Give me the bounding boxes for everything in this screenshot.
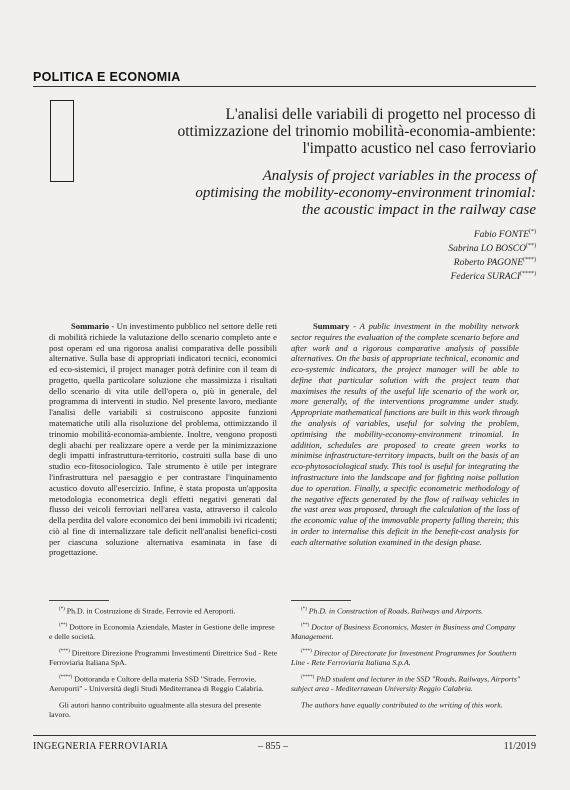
footnote: (**) Dottore in Economia Aziendale, Master in Gestione delle imprese e delle società. (49, 622, 275, 642)
section-heading: POLITICA E ECONOMIA (33, 70, 181, 84)
author: Roberto PAGONE(***) (453, 257, 536, 269)
footnote: (**) Doctor of Business Economics, Master in Business and Company Management. (291, 622, 516, 642)
footnotes-english (291, 605, 521, 715)
footnote-rule (49, 600, 109, 601)
footer-rule (33, 735, 536, 736)
header-rule (33, 86, 536, 87)
footnote: (*) Ph.D. in Costruzione di Strade, Ferrovie ed Aeroporti. (59, 606, 236, 616)
footnote: (***) Direttore Direzione Programmi Investimenti Direttrice Sud - Rete Ferroviaria Italiana SpA. (49, 648, 278, 668)
footnote: Gli autori hanno contribuito ugualmente alla stesura del presente lavoro. (49, 700, 261, 719)
summary-italian (49, 321, 277, 558)
footnotes-italian (49, 605, 279, 724)
summary-lead: Sommario (71, 321, 110, 331)
footnote: (*) Ph.D. in Construction of Roads, Railways and Airports. (301, 606, 484, 616)
journal-name: INGEGNERIA FERROVIARIA (33, 741, 169, 752)
footnote: (****) PhD student and lecturer in the SSD "Roads, Railways, Airports" subject area - Mediterranean University Reggio Calabria. (291, 674, 521, 693)
author: Fabio FONTE(*) (473, 229, 536, 241)
summary-english (291, 321, 519, 547)
author: Federica SURACI(****) (450, 271, 536, 283)
summary-lead: Summary (313, 321, 350, 331)
footnote: (***) Director of Directorate for Investment Programmes for Southern Line - Rete Ferroviaria Italiana S.p.A. (291, 648, 517, 668)
page-number: – 855 – (258, 741, 288, 752)
issue-date: 11/2019 (503, 741, 536, 752)
title-it-line: L'analisi delle variabili di progetto nel processo di (225, 106, 536, 123)
footnote-rule (291, 600, 351, 601)
author-list (448, 227, 536, 284)
footnote: The authors have equally contributed to the writing of this work. (301, 700, 503, 710)
title-frame (50, 100, 74, 182)
title-it-line: l'impatto acustico nel caso ferroviario (302, 140, 536, 158)
summary-text: - Un investimento pubblico nel settore delle reti di mobilità richiede la valutazione dello scenario completo ante e post operam ed una rigorosa analisi comparativa delle possibili alternative. Sulla base di appropriati indicatori tecnici, economici ed eco-sistemici, il project manager potrà definire con il team di progetto, quella particolare soluzione che massimizza i risultati dello scenario di vita utile dell'opera o, più in generale, del programma di interventi in studio. Nel presente lavoro, mediante l'analisi delle variabili si costruiscono apposite funzioni matematiche utili alla risoluzione del problema, ottimizzando il trinomio mobilità-economia-ambiente. Inoltre, vengono proposti degli abachi per realizzare opere a verde per la minimizzazione degli impatti infrastruttura-territorio, costruiti sulla base di uno studio eco-fitosociologico. Tale strumento è utile per integrare l'infrastruttura nel paesaggio e per contrastare l'inquinamento acustico dovuto all'esercizio. Infine, è stata proposta un'apposita metodologia econometrica degli effetti negativi generati dal flusso dei veicoli ferroviari nell'area vasta, attraverso il calcolo della perdita del valore economico dei beni immobili ivi ricadenti; ciò al fine di internalizzare tale deficit nell'analisi benefici-costi per ciascuna soluzione alternativa esaminata in fase di progettazione. (49, 321, 277, 558)
title-en-line: optimising the mobility-economy-environment trinomial: (195, 185, 536, 201)
author: Sabrina LO BOSCO(**) (448, 243, 536, 255)
title-en-line: the acoustic impact in the railway case (301, 202, 536, 218)
title-it-line: ottimizzazione del trinomio mobilità-economia-ambiente: (177, 123, 536, 141)
footnote: (****) Dottoranda e Cultore della materia SSD "Strade, Ferrovie, Aeroporti" - Università degli Studi Mediterranea di Reggio Calabria. (49, 674, 264, 693)
title-en-line: Analysis of project variables in the process of (262, 168, 536, 184)
summary-text: - A public investment in the mobility network sector requires the evaluation of the complete scenario before and after work and a rigorous comparative analysis of possible alternatives. On the basis of appropriate technical, economic and eco-systemic indicators, the project manager will be able to define that particular solution with the project team that maximises the results of the useful life scenario of the work or, more generally, of the interventions programme under study. Appropriate mathematical functions are built in this work through the analysis of variables, useful for solving the problem, optimising the mobility-economy-environment trinomial. In addition, schedules are proposed to create green works to minimise infrastructure-territory impacts, built on the basis of an eco-phytosociological study. This tool is useful for integrating the infrastructure into the landscape and for fighting noise pollution due to operation. Finally, a specific econometric methodology of the negative effects generated by the flow of railway vehicles in the vast area was proposed, through the calculation of the loss of the economic value of the immovable property falling therein; this in order to internalise this deficit in the benefit-cost analysis for each alternative solution examined in the design phase. (291, 321, 519, 547)
article-title-english (96, 168, 536, 219)
article-title-italian (96, 106, 536, 158)
